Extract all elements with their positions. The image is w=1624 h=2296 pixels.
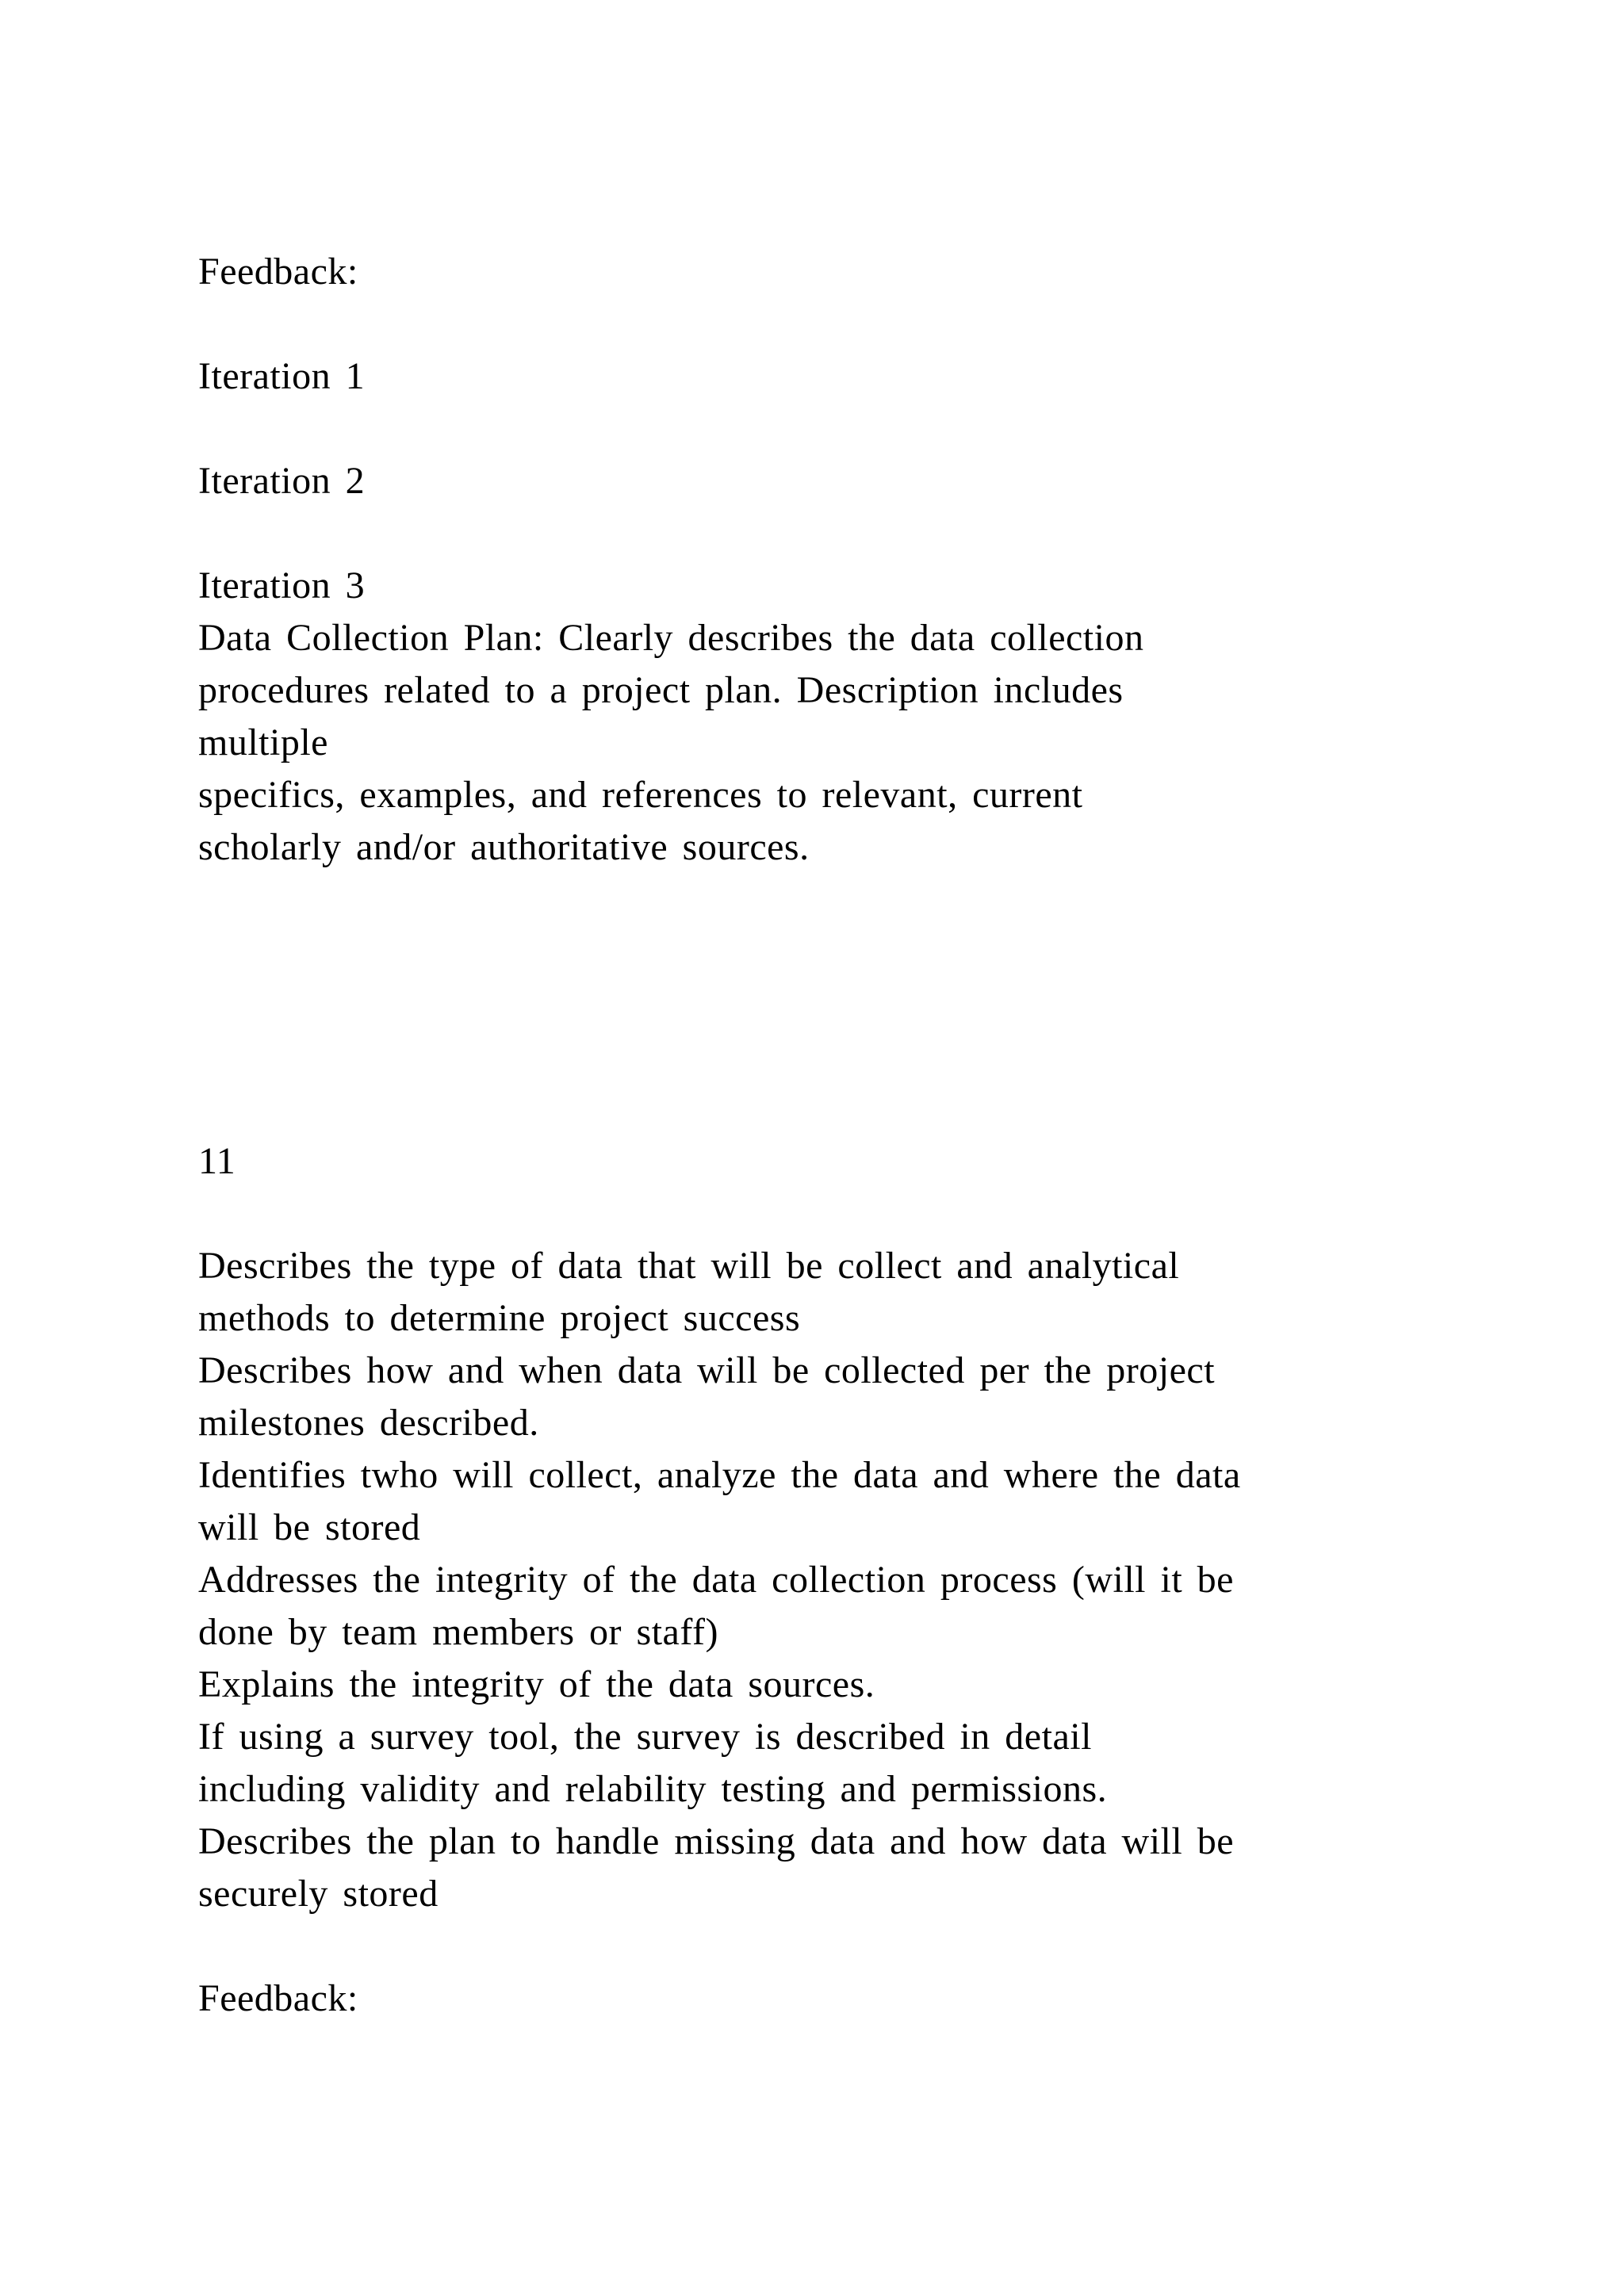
requirement-line-4: milestones described. [198,1402,539,1444]
feedback-label: Feedback: [198,251,358,293]
iteration-3-label: Iteration 3 [198,564,366,607]
iteration-1-label: Iteration 1 [198,355,366,397]
criterion-heading-line-5: scholarly and/or authoritative sources. [198,826,810,868]
criterion-heading-line-3: multiple [198,721,328,763]
feedback-label-bottom: Feedback: [198,1977,358,2019]
points-value: 11 [198,1140,236,1182]
requirement-line-5: Identifies twho will collect, analyze the data and where the data [198,1454,1241,1496]
iteration-2-label: Iteration 2 [198,460,366,502]
requirement-line-13: securely stored [198,1873,439,1915]
requirement-line-6: will be stored [198,1506,421,1548]
requirement-line-10: If using a survey tool, the survey is described in detail [198,1716,1092,1758]
requirement-line-11: including validity and relability testing and permissions. [198,1768,1108,1810]
criterion-heading-line-4: specifics, examples, and references to relevant, current [198,774,1083,816]
criterion-heading-line-1: Data Collection Plan: Clearly describes the data collection [198,617,1144,659]
requirement-line-2: methods to determine project success [198,1297,801,1339]
requirement-line-12: Describes the plan to handle missing data and how data will be [198,1820,1235,1862]
criterion-heading-line-2: procedures related to a project plan. Description includes [198,669,1124,711]
requirement-line-7: Addresses the integrity of the data collection process (will it be [198,1559,1234,1601]
requirement-line-3: Describes how and when data will be collected per the project [198,1349,1216,1391]
requirement-line-1: Describes the type of data that will be collect and analytical [198,1245,1180,1287]
requirement-line-8: done by team members or staff) [198,1611,718,1653]
requirement-line-9: Explains the integrity of the data sources. [198,1663,875,1705]
